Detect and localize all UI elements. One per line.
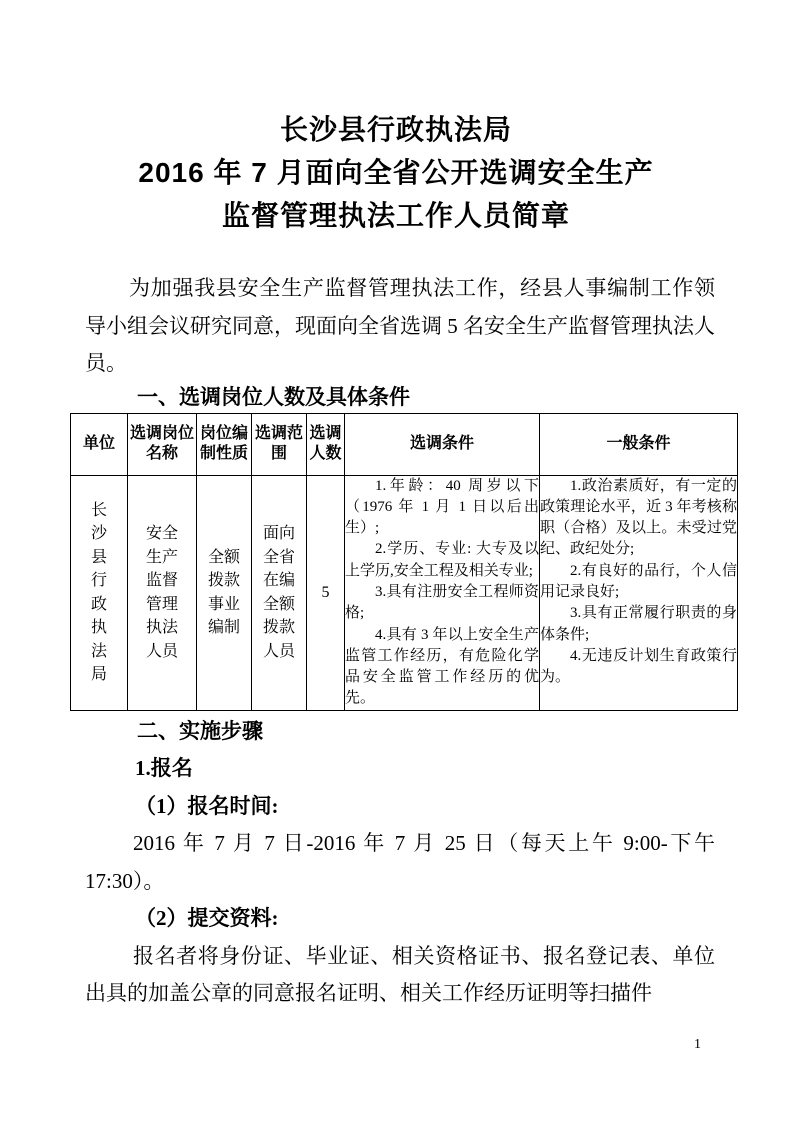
col-header-position: 选调岗位名称 bbox=[128, 413, 197, 475]
selection-condition-1: 1.年龄：40 周岁以下（1976 年 1 月 1 日以后出生）; bbox=[345, 477, 539, 537]
cell-general-conditions bbox=[540, 475, 738, 710]
cell-position bbox=[128, 475, 197, 710]
step1-item2-label: （2）提交资料: bbox=[135, 906, 279, 931]
step1-heading: 1.报名 bbox=[135, 756, 193, 781]
selection-condition-3: 3.具有注册安全工程师资格; bbox=[345, 583, 539, 622]
col-header-scope: 选调范围 bbox=[252, 413, 307, 475]
table-header-row bbox=[71, 413, 738, 475]
selection-condition-2: 2.学历、专业: 大专及以上学历,安全工程及相关专业; bbox=[345, 541, 539, 579]
positions-table bbox=[70, 413, 738, 711]
title-line-1: 长沙县行政执法局 bbox=[279, 114, 512, 145]
col-header-selection-conditions: 选调条件 bbox=[345, 413, 540, 475]
document-content bbox=[82, 0, 737, 1013]
page-number: 1 bbox=[694, 1037, 701, 1052]
position-value: 安全生产监督管理执法人员 bbox=[145, 525, 178, 660]
step1-item1-label: （1）报名时间: bbox=[135, 793, 279, 818]
cell-count: 5 bbox=[307, 475, 345, 710]
col-header-count: 选调人数 bbox=[307, 413, 345, 475]
cell-unit bbox=[71, 475, 128, 710]
table-data-row bbox=[71, 475, 738, 710]
general-condition-4: 4.无违反计划生育政策行为。 bbox=[540, 647, 737, 686]
intro-paragraph: 为加强我县安全生产监督管理执法工作，经县人事编制工作领导小组会议研究同意，现面向全省选调 5 名安全生产监督管理执法人员。 bbox=[85, 276, 715, 375]
step1-item1-text: 2016 年 7 月 7 日-2016 年 7 月 25 日（每天上午 9:00-下午 17:30）。 bbox=[85, 831, 715, 893]
selection-condition-4: 4.具有 3 年以上安全生产监管工作经历，有危险化学品安全监管工作经历的优先。 bbox=[345, 626, 539, 707]
step1-item2-text: 报名者将身份证、毕业证、相关资格证书、报名登记表、单位出具的加盖公章的同意报名证明、相关工作经历证明等扫描件 bbox=[85, 943, 715, 1006]
unit-value: 长沙县行政执法局 bbox=[90, 501, 107, 684]
col-header-establishment: 岗位编制性质 bbox=[197, 413, 252, 475]
general-condition-1: 1.政治素质好，有一定的政策理论水平，近 3 年考核称职（合格）及以上。未受过党纪、政纪处分; bbox=[540, 477, 737, 558]
scope-value: 面向全省在编全额拨款人员 bbox=[262, 525, 295, 660]
section2-heading: 二、实施步骤 bbox=[137, 719, 263, 743]
establishment-value: 全额拨款事业编制 bbox=[207, 548, 240, 637]
cell-scope bbox=[252, 475, 307, 710]
title-line-2: 2016 年 7 月面向全省公开选调安全生产 bbox=[138, 157, 654, 188]
title-line-3: 监督管理执法工作人员简章 bbox=[221, 200, 570, 231]
col-header-general-conditions: 一般条件 bbox=[540, 413, 738, 475]
general-condition-2: 2.有良好的品行，个人信用记录良好; bbox=[540, 562, 737, 600]
general-condition-3: 3.具有正常履行职责的身体条件; bbox=[540, 605, 737, 643]
cell-establishment bbox=[197, 475, 252, 710]
document-title bbox=[71, 108, 721, 237]
col-header-unit: 单位 bbox=[71, 413, 128, 475]
cell-selection-conditions bbox=[345, 475, 540, 710]
section1-heading: 一、选调岗位人数及具体条件 bbox=[137, 385, 410, 409]
